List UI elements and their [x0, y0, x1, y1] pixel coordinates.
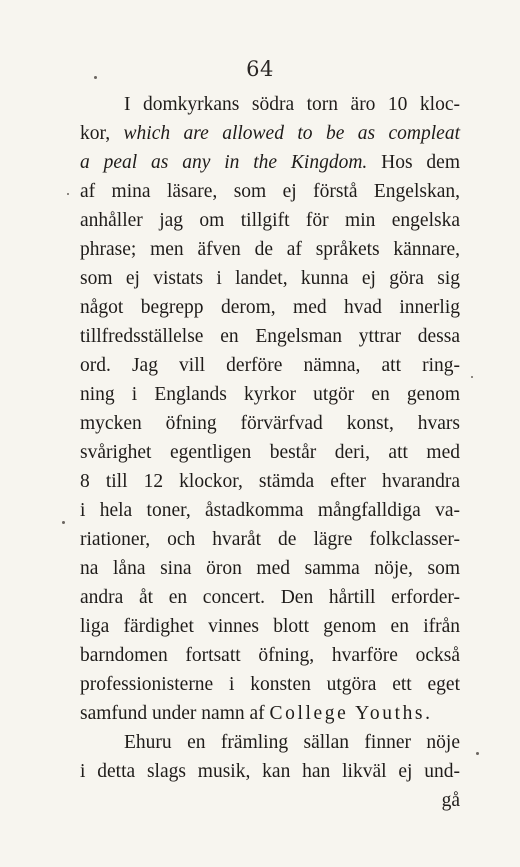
- print-speck: [67, 193, 69, 195]
- text-line: [80, 322, 460, 351]
- text-segment: barndomen fortsatt öfning, hvarföre också: [80, 645, 460, 666]
- text-line: [80, 351, 460, 380]
- text-line: [80, 235, 460, 264]
- text-segment: något begrepp derom, med hvad innerlig: [80, 297, 460, 318]
- text-segment: som ej vistats i landet, kunna ej göra sig: [80, 268, 460, 289]
- text-line: [80, 177, 460, 206]
- text-segment: na låna sina öron med samma nöje, som: [80, 558, 460, 579]
- text-segment: College Youths.: [269, 703, 433, 724]
- text-segment: i hela toner, åstadkomma mångfalldiga va-: [80, 500, 460, 521]
- body-text: [80, 90, 460, 815]
- print-speck: [471, 376, 473, 378]
- text-segment: Hos dem: [367, 152, 460, 173]
- text-line: [80, 409, 460, 438]
- text-line: [80, 438, 460, 467]
- text-line: [80, 728, 460, 757]
- text-line: [80, 90, 460, 119]
- text-segment: Ehuru en främling sällan finner nöje: [124, 732, 460, 753]
- print-speck: [94, 76, 97, 79]
- text-line: [80, 119, 460, 148]
- text-segment: anhåller jag om tillgift för min engelska: [80, 210, 460, 231]
- text-segment: samfund under namn af: [80, 703, 270, 724]
- text-segment: ord. Jag vill derföre nämna, att ring-: [80, 355, 460, 376]
- text-segment: 8 till 12 klockor, stämda efter hvarandra: [80, 471, 460, 492]
- text-line: [80, 612, 460, 641]
- text-segment: svårighet egentligen består deri, att med: [80, 442, 460, 463]
- text-line: [80, 264, 460, 293]
- text-line: [80, 206, 460, 235]
- text-segment: tillfredsställelse en Engelsman yttrar dessa: [80, 326, 460, 347]
- text-line: [80, 467, 460, 496]
- text-segment: kor,: [80, 123, 124, 144]
- text-segment: gå: [441, 790, 460, 811]
- text-line: [80, 757, 460, 786]
- text-line: [80, 786, 460, 815]
- text-line: [80, 583, 460, 612]
- text-line: [80, 496, 460, 525]
- print-speck: [62, 521, 65, 524]
- text-segment: i detta slags musik, kan han likväl ej und-: [80, 761, 460, 782]
- page-number: 64: [246, 57, 274, 81]
- text-segment: professionisterne i konsten utgöra ett eget: [80, 674, 460, 695]
- text-line: [80, 525, 460, 554]
- text-line: [80, 380, 460, 409]
- text-line: [80, 148, 460, 177]
- text-segment: phrase; men äfven de af språkets kännare,: [80, 239, 460, 260]
- text-segment: andra åt en concert. Den hårtill erforder-: [80, 587, 460, 608]
- text-segment: af mina läsare, som ej förstå Engelskan,: [80, 181, 460, 202]
- text-line: [80, 699, 460, 728]
- text-segment: ning i Englands kyrkor utgör en genom: [80, 384, 460, 405]
- text-line: [80, 670, 460, 699]
- text-line: [80, 554, 460, 583]
- text-line: [80, 641, 460, 670]
- text-segment: I domkyrkans södra torn äro 10 kloc-: [124, 94, 460, 115]
- text-line: [80, 293, 460, 322]
- text-segment: riationer, och hvaråt de lägre folkclasser-: [80, 529, 460, 550]
- italic-text: which are allowed to be as compleat: [123, 123, 460, 144]
- text-segment: liga färdighet vinnes blott genom en ifrån: [80, 616, 460, 637]
- print-speck: [476, 752, 479, 755]
- text-segment: mycken öfning förvärfvad konst, hvars: [80, 413, 460, 434]
- italic-text: a peal as any in the Kingdom.: [80, 152, 368, 173]
